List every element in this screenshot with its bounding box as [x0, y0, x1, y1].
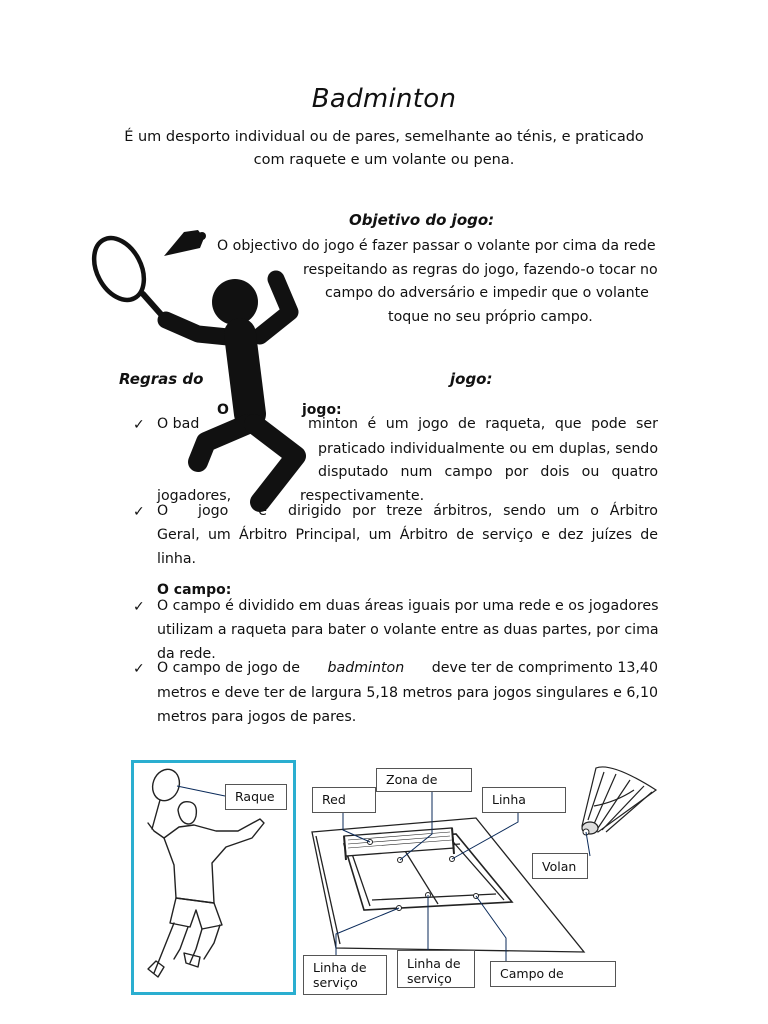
rules-heading-right: jogo: [450, 370, 493, 388]
court2-text: O campo de jogo de [157, 660, 300, 676]
court1-line: O campo é dividido em duas áreas iguais por uma rede e os jogadores [157, 598, 659, 614]
checkmark-icon: ✓ [133, 661, 145, 677]
court1-line: da rede. [157, 646, 216, 662]
rule2-part-left: O jogo é [157, 503, 267, 519]
label-volan: Volan [532, 853, 588, 879]
court2-italic-badminton: badminton [327, 660, 405, 676]
objective-line: campo do adversário e impedir que o volante [325, 285, 649, 301]
court1-line: utilizam a raqueta para bater o volante entre as duas partes, por cima [157, 622, 659, 638]
intro-line: É um desporto individual ou de pares, semelhante ao ténis, e praticado [124, 129, 644, 145]
rules-subheading-left: O [217, 402, 229, 418]
shuttlecock-illustration [576, 762, 660, 838]
intro-paragraph [120, 126, 648, 172]
rule1-part-left: O bad [157, 416, 200, 432]
court2-line: metros para jogos de pares. [157, 709, 357, 725]
rule1-line: minton é um jogo de raqueta, que pode ser [308, 416, 658, 432]
label-campo-de: Campo de [490, 961, 616, 987]
label-linha-de-servico-1: Linha de serviço [303, 955, 387, 995]
page-title: Badminton [311, 84, 457, 114]
label-red: Red [312, 787, 376, 813]
checkmark-icon: ✓ [133, 504, 145, 520]
objective-heading: Objetivo do jogo: [349, 211, 495, 229]
objective-line: O objectivo do jogo é fazer passar o volante por cima da rede [217, 238, 656, 254]
court2-line: metros e deve ter de largura 5,18 metros para jogos singulares e 6,10 [157, 685, 658, 701]
rule1-line: respectivamente. [300, 488, 425, 504]
rules-subheading-right: jogo: [302, 402, 342, 418]
intro-line: com raquete e um volante ou pena. [253, 152, 515, 168]
court-heading: O campo: [157, 582, 232, 598]
objective-line: toque no seu próprio campo. [388, 309, 593, 325]
objective-line: respeitando as regras do jogo, fazendo-o tocar no [303, 262, 658, 278]
court2-line [157, 660, 658, 676]
checkmark-icon: ✓ [133, 417, 145, 433]
shuttlecock-icon [162, 226, 206, 260]
rule1-line: disputado num campo por dois ou quatro [318, 464, 658, 480]
label-raque: Raque [225, 784, 287, 810]
label-linha: Linha [482, 787, 566, 813]
rule2-line: Geral, um Árbitro Principal, um Árbitro de serviço e dez juízes de [157, 527, 658, 543]
rule2-line: dirigido por treze árbitros, sendo um o Árbitro [288, 503, 658, 519]
label-linha-de-servico-2: Linha de serviço [397, 950, 475, 988]
checkmark-icon: ✓ [133, 599, 145, 615]
rules-heading-left: Regras do [119, 370, 204, 388]
label-zona-de: Zona de [376, 768, 472, 792]
rule1-line: jogadores, [157, 488, 232, 504]
rule2-line: linha. [157, 551, 197, 567]
court2-text: deve ter de comprimento 13,40 [431, 660, 658, 676]
rule1-line: praticado individualmente ou em duplas, sendo [318, 441, 658, 457]
